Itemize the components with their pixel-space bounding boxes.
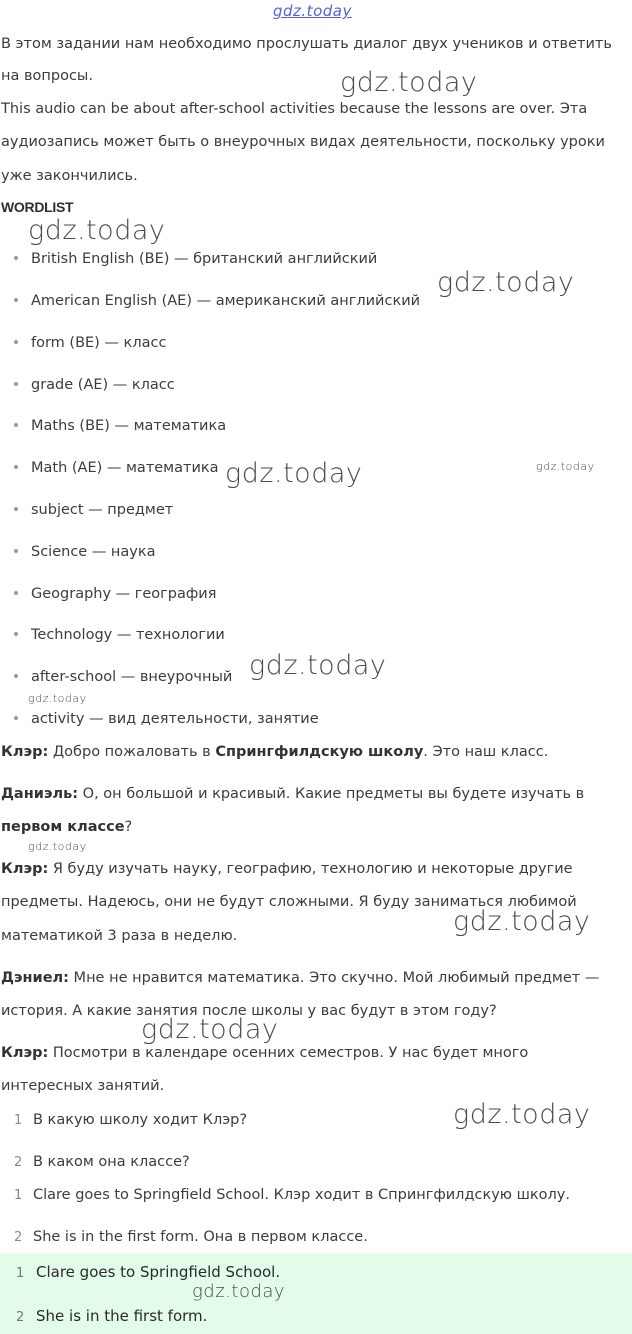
watermark: gdz.today [192,1281,286,1302]
bullet-icon [14,465,18,469]
bullet-icon [14,716,18,720]
watermark: gdz.today [28,215,166,246]
list-item: Geography — география [14,584,216,604]
bullet-icon [14,507,18,511]
list-item: American English (AE) — американский английский [14,291,420,311]
translation-item: 1 Clare goes to Springfield School. Клэр ходит в Спрингфилдскую школу. [14,1187,570,1203]
answer-item: 1 Clare goes to Springfield School. [16,1263,281,1281]
watermark: gdz.today [453,1099,591,1130]
dialogue-daniel-1: Даниэль: О, он большой и красивый. Какие предметы вы будете изучать в [1,786,585,802]
dialogue-daniel-1-cont: первом классе? [1,819,133,835]
dialogue-clare-2-cont: математикой 3 раза в неделю. [1,928,238,944]
list-item: Technology — технологии [14,625,225,645]
bullet-icon [14,340,18,344]
dialogue-clare-3-cont: интересных занятий. [1,1078,165,1094]
bullet-icon [14,591,18,595]
dialogue-clare-2: Клэр: Я буду изучать науку, географию, технологию и некоторые другие [1,861,573,877]
list-item: Science — наука [14,542,156,562]
dialogue-clare-2-cont: предметы. Надеюсь, они не будут сложными. Я буду заниматься любимой [1,894,577,910]
intro-line-4: аудиозапись может быть о внеурочных видах деятельности, поскольку уроки [1,134,605,150]
intro-line-5: уже закончились. [1,168,138,184]
bullet-icon [14,382,18,386]
intro-line-1: В этом задании нам необходимо прослушать диалог двух учеников и ответить [1,36,612,52]
watermark: gdz.today [340,67,478,98]
speaker-name: Дэниел: [1,970,69,986]
list-item: Math (AE) — математика [14,458,219,478]
list-item: British English (BE) — британский английский [14,249,377,269]
intro-line-3: This audio can be about after-school activities because the lessons are over. Эта [1,101,588,117]
bullet-icon [14,423,18,427]
list-item: form (BE) — класс [14,333,166,353]
intro-line-2: на вопросы. [1,68,93,84]
watermark: gdz.today [225,458,363,489]
question-item: 1 В какую школу ходит Клэр? [14,1112,248,1128]
bullet-icon [14,549,18,553]
answer-item: 2 She is in the first form. [16,1307,208,1325]
watermark: gdz.today [28,692,87,705]
translation-item: 2 She is in the first form. Она в первом классе. [14,1229,368,1245]
list-item: subject — предмет [14,500,173,520]
watermark: gdz.today [536,460,595,473]
dialogue-clare-3: Клэр: Посмотри в календаре осенних семестров. У нас будет много [1,1045,529,1061]
list-item: after-school — внеурочный [14,667,232,687]
watermark: gdz.today [437,267,575,298]
speaker-name: Клэр: [1,861,49,877]
watermark-top: gdz.today [273,2,352,20]
wordlist-title: WORDLIST [1,199,74,215]
dialogue-clare-1: Клэр: Добро пожаловать в Спрингфилдскую школу. Это наш класс. [1,744,549,760]
speaker-name: Клэр: [1,1045,49,1061]
list-item: grade (AE) — класс [14,375,175,395]
watermark: gdz.today [249,650,387,681]
answer-box [0,1253,632,1334]
dialogue-daniel-2: Дэниел: Мне не нравится математика. Это скучно. Мой любимый предмет — [1,970,600,986]
list-item: activity — вид деятельности, занятие [14,709,319,729]
watermark: gdz.today [141,1014,279,1045]
bullet-icon [14,674,18,678]
speaker-name: Даниэль: [1,786,79,802]
bullet-icon [14,256,18,260]
question-item: 2 В каком она классе? [14,1154,190,1170]
bullet-icon [14,632,18,636]
bullet-icon [14,298,18,302]
list-item: Maths (BE) — математика [14,416,226,436]
watermark: gdz.today [28,840,87,853]
dialogue-daniel-2-cont: история. А какие занятия после школы у вас будут в этом году? [1,1003,497,1019]
speaker-name: Клэр: [1,744,49,760]
watermark: gdz.today [453,906,591,937]
